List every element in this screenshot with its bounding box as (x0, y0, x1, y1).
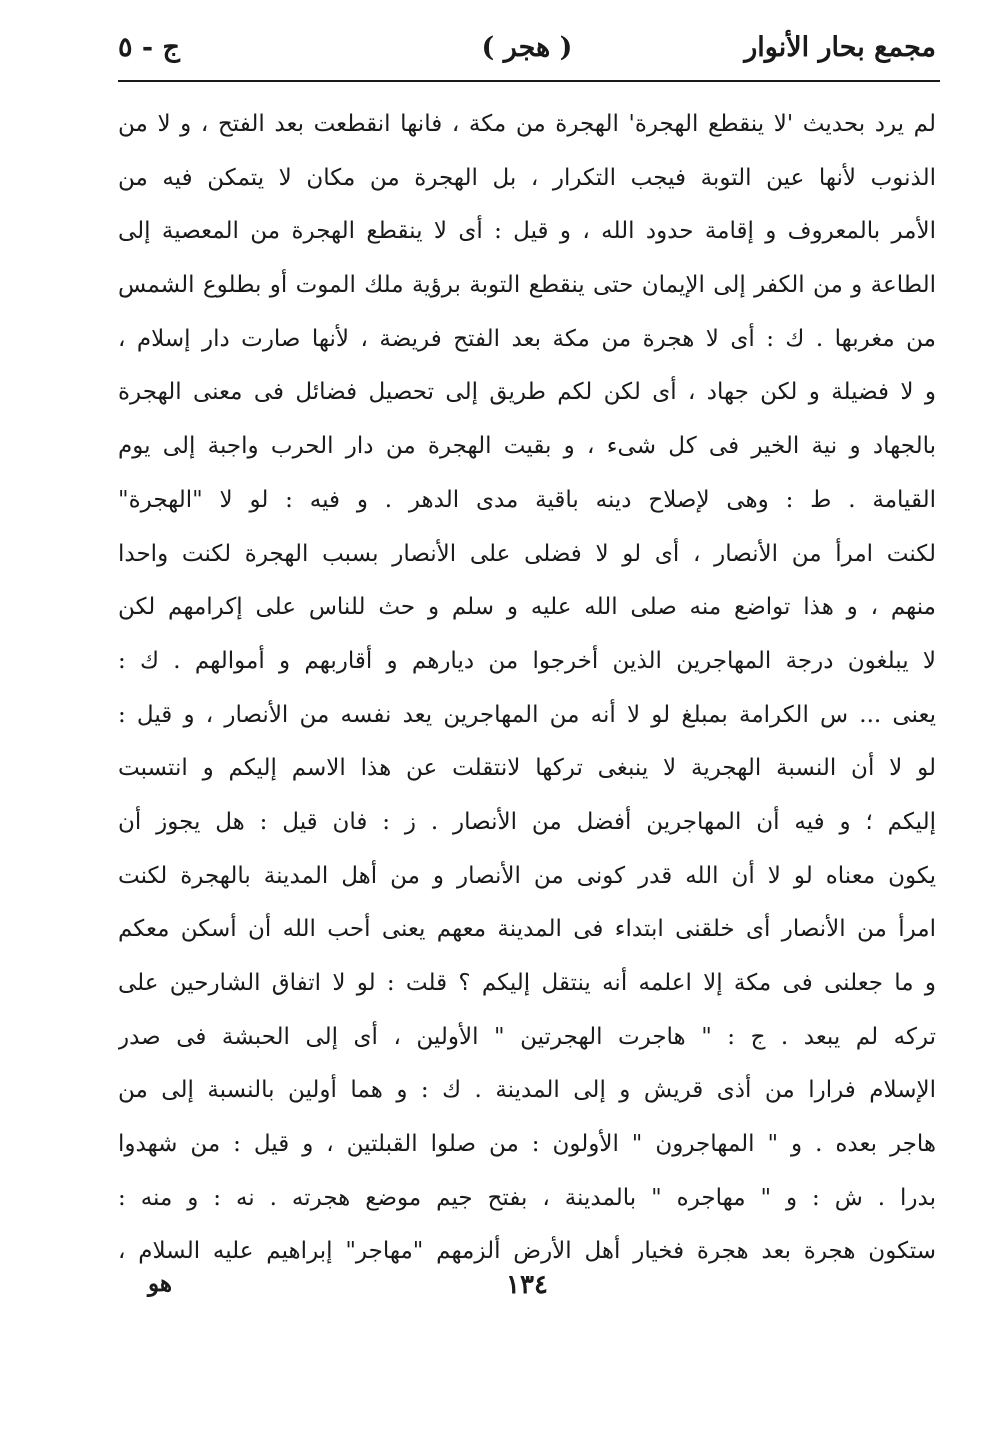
text-line: من مغربها . ك : أى لا هجرة من مكة بعد الفتح فريضة ، لأنها صارت دار إسلام ، (118, 325, 936, 352)
text-line: الإسلام فرارا من أذى قريش و إلى المدينة . ك : و هما أولين بالنسبة إلى من (118, 1077, 936, 1104)
header-divider (118, 80, 940, 82)
section-title: ( هجر ) (481, 32, 573, 63)
text-line: لو لا أن النسبة الهجرية لا ينبغى تركها لانتقلت عن هذا الاسم إليكم و انتسبت (118, 755, 936, 782)
text-line: الأمر بالمعروف و إقامة حدود الله ، و قيل : أى لا ينقطع الهجرة من المعصية إلى (118, 218, 936, 245)
text-line: يعنى ... س الكرامة بمبلغ لو لا أنه من المهاجرين يعد نفسه من الأنصار ، و قيل : (118, 701, 936, 728)
text-line: لكنت امرأ من الأنصار ، أى لو لا فضلى على الأنصار بسبب الهجرة لكنت واحدا (118, 540, 936, 567)
page-footer (118, 1270, 936, 1310)
text-line: بدرا . ش : و " مهاجره " بالمدينة ، بفتح جيم موضع هجرته . نه : و منه : (118, 1184, 936, 1211)
body-text (118, 98, 936, 1279)
text-line: يكون معناه لو لا أن الله قدر كونى من الأنصار و من أهل المدينة بالهجرة لكنت (118, 862, 936, 889)
text-line: لا يبلغون درجة المهاجرين الذين أخرجوا من ديارهم و أقاربهم و أموالهم . ك : (118, 647, 936, 674)
text-line: ستكون هجرة بعد هجرة فخيار أهل الأرض ألزمهم "مهاجر" إبراهيم عليه السلام ، (118, 1238, 936, 1265)
text-line: لم يرد بحديث 'لا ينقطع الهجرة' الهجرة من مكة ، فانها انقطعت بعد الفتح ، و لا من (118, 111, 936, 137)
text-line: بالجهاد و نية الخير فى كل شىء ، و بقيت الهجرة من دار الحرب واجبة إلى يوم (118, 433, 936, 460)
text-line: و ما جعلنى فى مكة إلا اعلمه أنه ينتقل إليكم ؟ قلت : لو لا اتفاق الشارحين على (118, 970, 936, 996)
page-number: ١٣٤ (506, 1270, 548, 1300)
text-line: امرأ من الأنصار أى خلقنى ابتداء فى المدينة معهم يعنى أحب الله أن أسكن معكم (118, 916, 936, 943)
catchword: هو (148, 1270, 173, 1297)
text-line: تركه لم يبعد . ج : " هاجرت الهجرتين " الأولين ، أى إلى الحبشة فى صدر (118, 1023, 936, 1050)
text-line: الطاعة و من الكفر إلى الإيمان حتى ينقطع التوبة برؤية ملك الموت أو بطلوع الشمس (118, 272, 936, 299)
page-header (118, 28, 936, 72)
text-line: القيامة . ط : وهى لإصلاح دينه باقية مدى الدهر . و فيه : لو لا "الهجرة" (118, 486, 936, 513)
text-line: الذنوب لأنها عين التوبة فيجب التكرار ، بل الهجرة من مكان لا يتمكن فيه من (118, 164, 936, 191)
text-line: منهم ، و هذا تواضع منه صلى الله عليه و سلم و حث للناس على إكرامهم لكن (118, 594, 936, 621)
text-line: هاجر بعده . و " المهاجرون " الأولون : من صلوا القبلتين ، و قيل : من شهدوا (118, 1131, 936, 1158)
volume-number: ج - ٥ (118, 32, 180, 63)
text-line: و لا فضيلة و لكن جهاد ، أى لكن لكم طريق إلى تحصيل فضائل فى معنى الهجرة (118, 379, 936, 406)
text-line: إليكم ؛ و فيه أن المهاجرين أفضل من الأنصار . ز : فان قيل : هل يجوز أن (118, 808, 936, 835)
book-title: مجمع بحار الأنوار (744, 32, 936, 63)
